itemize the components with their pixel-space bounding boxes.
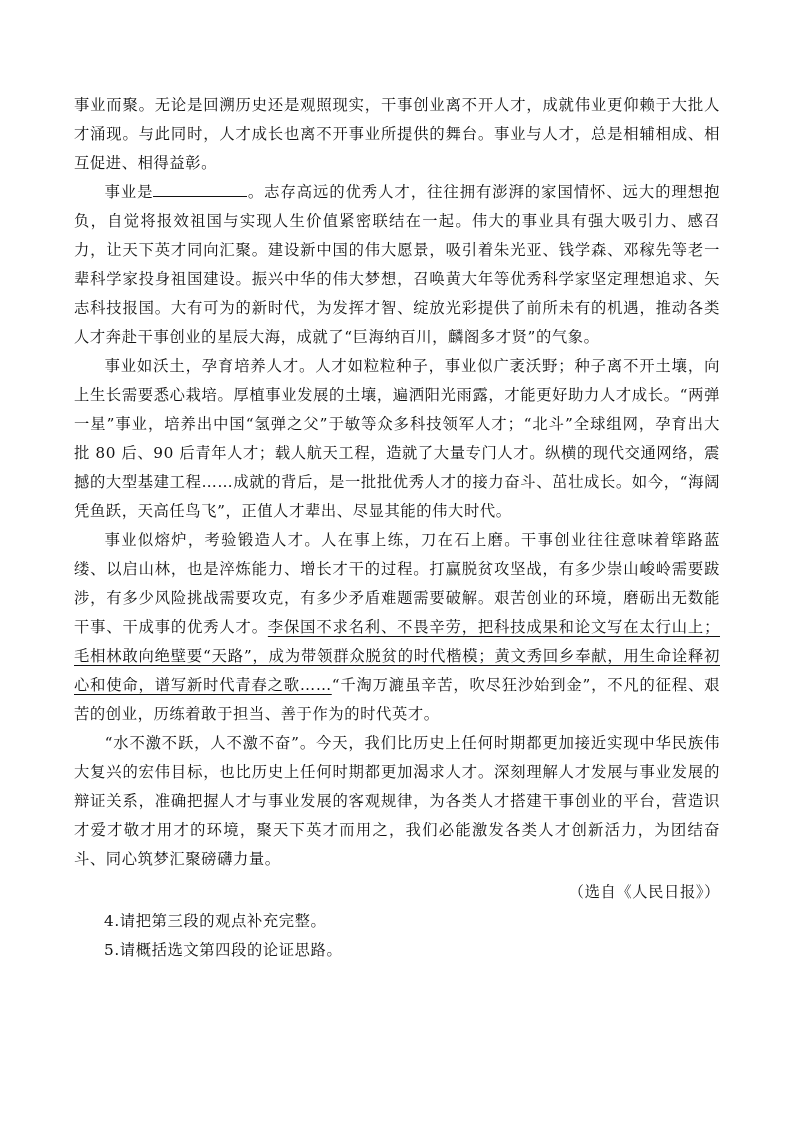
paragraph-2 (74, 178, 720, 352)
paragraph-4-intro: 事业似熔炉，考验锻造人才。人在事上练，刀在石上磨。干事创业往往意味着筚路蓝缕、以启山林，也是淬炼能力、增长才干的过程。打赢脱贫攻坚战，有多少崇山峻岭需要跋涉，有多少风险挑战需要攻克，有多少矛盾难题需要破解。艰苦创业的环境，磨砺出无数能干事、干成事的优秀人才。 (74, 531, 720, 636)
question-5: 5.请概括选文第四段的论证思路。 (104, 941, 343, 959)
paragraph-2-body: 。志存高远的优秀人才，往往拥有澎湃的家国情怀、远大的理想抱负，自觉将报效祖国与实现人生价值紧密联结在一起。伟大的事业具有强大吸引力、感召力，让天下英才同向汇聚。建设新中国的伟大愿景，吸引着朱光亚、钱学森、邓稼先等老一辈科学家投身祖国建设。振兴中华的伟大梦想，召唤黄大年等优秀科学家坚定理想追求、矢志科技报国。大有可为的新时代，为发挥才智、绽放光彩提供了前所未有的机遇，推动各类人才奔赴干事创业的星辰大海，成就了“巨海纳百川，麟阁多才贤”的气象。 (74, 183, 720, 346)
paragraph-2-lead: 事业是 (104, 183, 154, 201)
source-citation: （选自《人民日报》） (568, 883, 720, 901)
question-4: 4.请把第三段的观点补充完整。 (104, 912, 327, 930)
paragraph-5: “水不激不跃，人不激不奋”。今天，我们比历史上任何时期都更加接近实现中华民族伟大复兴的宏伟目标，也比历史上任何时期都更加渴求人才。深刻理解人才发展与事业发展的辩证关系，准确把握人才与事业发展的客观规律，为各类人才搭建干事创业的平台，营造识才爱才敬才用才的环境，聚天下英才而用之，我们必能激发各类人才创新活力，为团结奋斗、同心筑梦汇聚磅礴力量。 (74, 734, 720, 868)
underlined-examples: 李保国不求名利、不畏辛劳，把科技成果和论文写在太行山上；毛相林敢向绝壁要“天路”，成为带领群众脱贫的时代楷模；黄文秀回乡奉献，用生命诠释初心和使命，谱写新时代青春之歌…… (74, 618, 720, 694)
paragraph-4 (74, 526, 720, 729)
paragraph-3: 事业如沃土，孕育培养人才。人才如粒粒种子，事业似广袤沃野；种子离不开土壤，向上生长需要悉心栽培。厚植事业发展的土壤，遍洒阳光雨露，才能更好助力人才成长。“两弹一星”事业，培养出中国“氢弹之父”于敏等众多科技领军人才；“北斗”全球组网，孕育出大批 80 后、90 后青年人才；载人航天工程，造就了大量专门人才。纵横的现代交通网络，震撼的大型基建工程……成就的背后，是一批批优秀人才的接力奋斗、茁壮成长。如今，“海阔凭鱼跃，天高任鸟飞”，正值人才辈出、尽显其能的伟大时代。 (74, 357, 720, 520)
fill-in-blank (153, 182, 247, 197)
paragraph-1: 事业而聚。无论是回溯历史还是观照现实，干事创业离不开人才，成就伟业更仰赖于大批人才涌现。与此同时，人才成长也离不开事业所提供的舞台。事业与人才，总是相辅相成、相互促进、相得益彰。 (74, 96, 720, 172)
article-page (74, 91, 720, 965)
paragraph-4-conclusion: “千淘万漉虽辛苦，吹尽狂沙始到金”，不凡的征程、艰苦的创业，历练着敢于担当、善于作为的时代英才。 (74, 676, 720, 723)
